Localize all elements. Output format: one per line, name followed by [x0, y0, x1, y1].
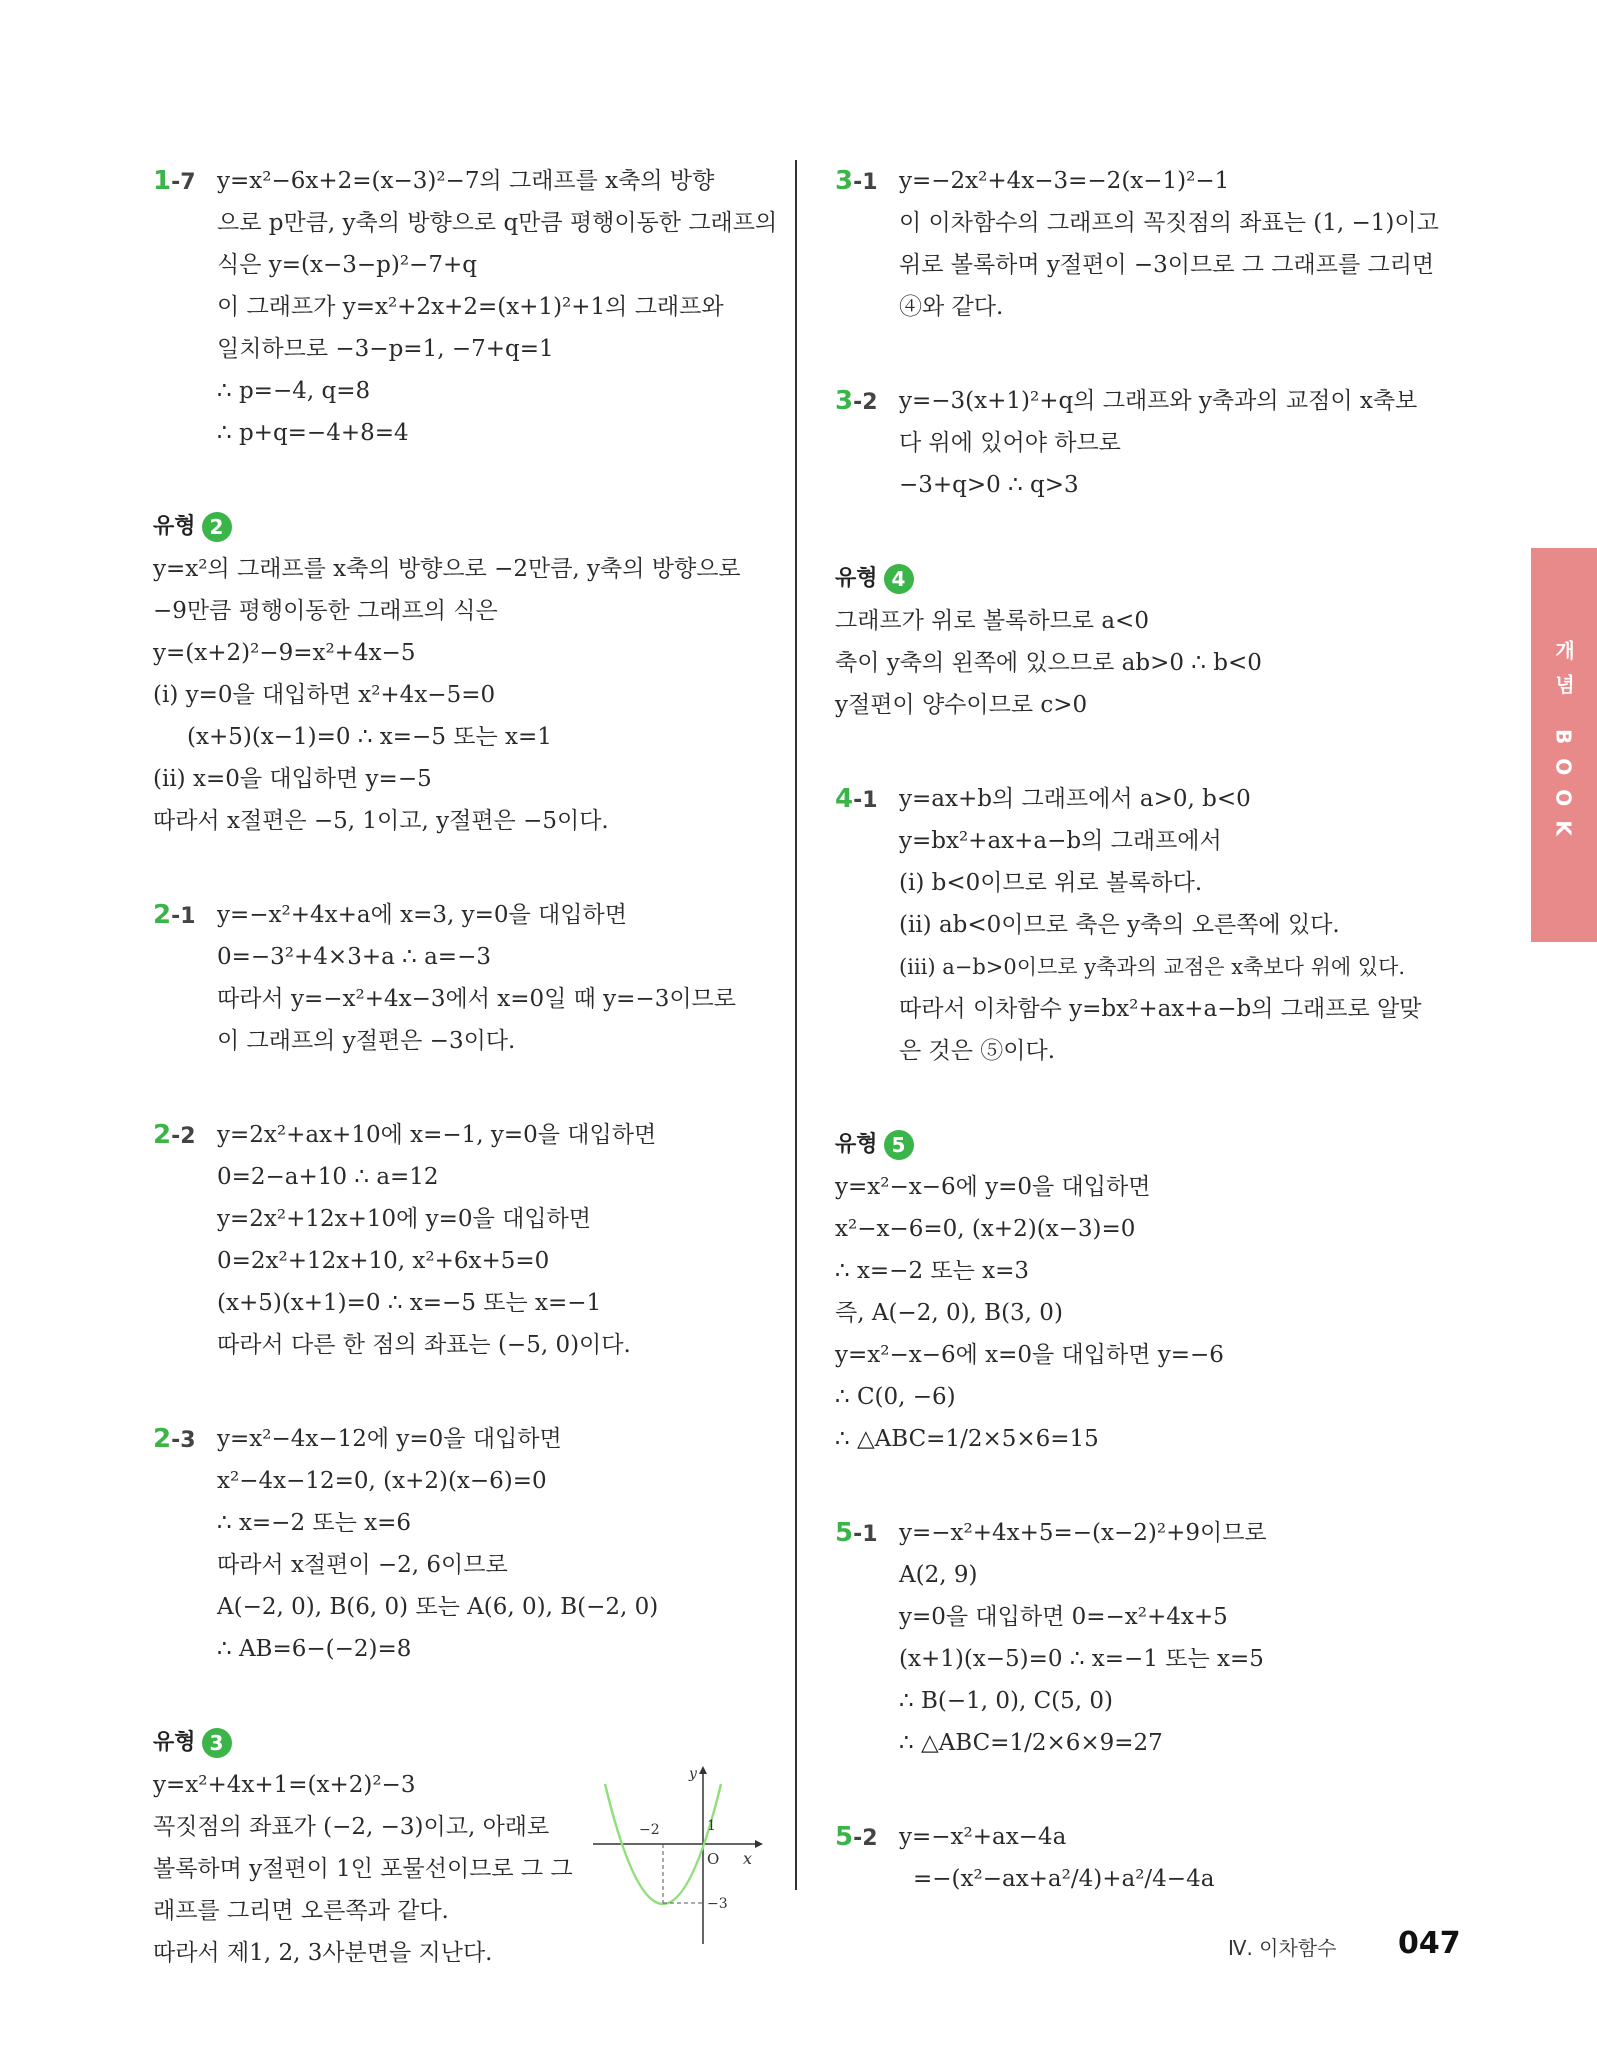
solution-line: 따라서 이차함수 y=bx²+ax+a−b의 그래프로 알맞	[899, 996, 1422, 1022]
solution-line: y=x²의 그래프를 x축의 방향으로 −2만큼, y축의 방향으로	[153, 556, 741, 582]
type-4-section	[835, 558, 1455, 726]
solution-line: y=2x²+12x+10에 y=0을 대입하면	[217, 1206, 591, 1232]
solution-line: 따라서 y=−x²+4x−3에서 x=0일 때 y=−3이므로	[217, 986, 736, 1012]
problem-number: 3-1	[835, 166, 878, 196]
type-number-badge: 5	[884, 1130, 914, 1160]
solution-line: 0=−3²+4×3+a ∴ a=−3	[217, 944, 491, 970]
solution-line: y=x²−x−6에 y=0을 대입하면	[835, 1174, 1151, 1200]
solution-line: y=−x²+ax−4a	[899, 1824, 1067, 1850]
solution-line: y=−x²+4x+5=−(x−2)²+9이므로	[899, 1520, 1267, 1546]
problem-3-1	[835, 160, 1455, 328]
solution-line: (ⅲ) a−b>0이므로 y축과의 교점은 x축보다 위에 있다.	[899, 955, 1406, 979]
solution-line: ∴ C(0, −6)	[835, 1384, 956, 1410]
solution-body	[217, 160, 778, 454]
solution-line: 0=2−a+10 ∴ a=12	[217, 1164, 439, 1190]
solution-line: A(2, 9)	[899, 1562, 978, 1588]
solution-line: y절편이 양수이므로 c>0	[835, 692, 1088, 718]
solution-line: ∴ x=−2 또는 x=6	[217, 1510, 412, 1536]
solution-line: (ⅰ) b<0이므로 위로 볼록하다.	[899, 870, 1203, 896]
solution-line: (ⅱ) x=0을 대입하면 y=−5	[153, 766, 432, 792]
solution-line: 이 이차함수의 그래프의 꼭짓점의 좌표는 (1, −1)이고	[899, 210, 1439, 236]
parabola-graph	[593, 1764, 763, 1944]
solution-body	[899, 1816, 1455, 1900]
solution-line: =−(x²−ax+a²/4)+a²/4−4a	[913, 1866, 1215, 1892]
solution-line: y=−2x²+4x−3=−2(x−1)²−1	[899, 168, 1230, 194]
solution-line: 따라서 x절편은 −5, 1이고, y절편은 −5이다.	[153, 808, 609, 834]
type-number-badge: 4	[884, 564, 914, 594]
solution-line: 그래프가 위로 볼록하므로 a<0	[835, 608, 1149, 634]
solution-line: y=x²−x−6에 x=0을 대입하면 y=−6	[835, 1342, 1224, 1368]
y-axis-label: y	[689, 1766, 697, 1782]
solution-line: 즉, A(−2, 0), B(3, 0)	[835, 1300, 1063, 1326]
solution-body	[217, 894, 773, 1062]
solution-line: 으로 p만큼, y축의 방향으로 q만큼 평행이동한 그래프의	[217, 210, 778, 236]
x-tick-label: −2	[639, 1822, 660, 1838]
solution-body	[899, 160, 1455, 328]
solution-line: y=−3(x+1)²+q의 그래프와 y축과의 교점이 x축보	[899, 388, 1418, 414]
solution-body	[217, 1418, 773, 1670]
solution-body	[217, 1114, 773, 1366]
side-tab	[1531, 548, 1597, 942]
problem-number: 5-2	[835, 1822, 878, 1852]
solution-line: (ⅰ) y=0을 대입하면 x²+4x−5=0	[153, 682, 496, 708]
problem-2-1	[153, 894, 773, 1062]
problem-number: 4-1	[835, 784, 878, 814]
solution-line: y=(x+2)²−9=x²+4x−5	[153, 640, 416, 666]
solution-line: ∴ p+q=−4+8=4	[217, 420, 409, 446]
solution-line: (ⅱ) ab<0이므로 축은 y축의 오른쪽에 있다.	[899, 912, 1340, 938]
solution-line: y=x²+4x+1=(x+2)²−3	[153, 1772, 416, 1798]
type-2-section	[153, 506, 773, 842]
solution-line: (x+5)(x+1)=0 ∴ x=−5 또는 x=−1	[217, 1290, 602, 1316]
solution-line: A(−2, 0), B(6, 0) 또는 A(6, 0), B(−2, 0)	[217, 1594, 659, 1620]
solution-line: ∴ △ABC=1/2×6×9=27	[899, 1730, 1163, 1756]
origin-label: O	[707, 1850, 720, 1868]
type-heading: 유형 4	[835, 558, 1455, 600]
problem-5-1	[835, 1512, 1455, 1764]
side-tab-label: 개념 BOOK	[1551, 640, 1576, 850]
problem-number: 3-2	[835, 386, 878, 416]
type-heading: 유형 5	[835, 1124, 1455, 1166]
problem-number: 1-7	[153, 166, 196, 196]
type-3-section	[153, 1722, 773, 1974]
solution-line: 래프를 그리면 오른쪽과 같다.	[153, 1898, 449, 1924]
solution-body	[899, 1512, 1455, 1764]
problem-number: 2-2	[153, 1120, 196, 1150]
column-divider	[795, 160, 797, 1890]
solution-line: 다 위에 있어야 하므로	[899, 430, 1121, 456]
y-axis-arrow	[699, 1766, 707, 1774]
problem-number: 5-1	[835, 1518, 878, 1548]
solution-line: 따라서 x절편이 −2, 6이므로	[217, 1552, 508, 1578]
solution-line: y=ax+b의 그래프에서 a>0, b<0	[899, 786, 1251, 812]
problem-1-7	[153, 160, 778, 454]
solution-line: ④와 같다.	[899, 294, 1004, 320]
x-axis-arrow	[755, 1840, 763, 1848]
solution-line: (x+5)(x−1)=0 ∴ x=−5 또는 x=1	[187, 724, 552, 750]
solution-line: y=x²−6x+2=(x−3)²−7의 그래프를 x축의 방향	[217, 168, 715, 194]
solution-line: ∴ B(−1, 0), C(5, 0)	[899, 1688, 1114, 1714]
solution-line: 식은 y=(x−3−p)²−7+q	[217, 252, 477, 278]
footer-chapter-title: Ⅳ. 이차함수	[1228, 1936, 1337, 1960]
solution-line: 은 것은 ⑤이다.	[899, 1038, 1056, 1064]
type-heading: 유형 3	[153, 1722, 773, 1764]
solution-body	[899, 380, 1455, 506]
solution-line: 꼭짓점의 좌표가 (−2, −3)이고, 아래로	[153, 1814, 550, 1840]
solution-line: ∴ △ABC=1/2×5×6=15	[835, 1426, 1099, 1452]
page-number: 047	[1398, 1926, 1461, 1961]
solution-line: ∴ p=−4, q=8	[217, 378, 371, 404]
solution-line: 이 그래프의 y절편은 −3이다.	[217, 1028, 516, 1054]
problem-2-3	[153, 1418, 773, 1670]
solution-line: y=bx²+ax+a−b의 그래프에서	[899, 828, 1222, 854]
solution-line: −9만큼 평행이동한 그래프의 식은	[153, 598, 498, 624]
problem-3-2	[835, 380, 1455, 506]
solution-line: y=2x²+ax+10에 x=−1, y=0을 대입하면	[217, 1122, 657, 1148]
problem-5-2	[835, 1816, 1455, 1900]
y-tick-label-bottom: −3	[707, 1896, 728, 1912]
solution-line: 볼록하며 y절편이 1인 포물선이므로 그 그	[153, 1856, 573, 1882]
x-axis-label: x	[743, 1849, 753, 1868]
solution-line: y=0을 대입하면 0=−x²+4x+5	[899, 1604, 1228, 1630]
solution-line: y=x²−4x−12에 y=0을 대입하면	[217, 1426, 562, 1452]
solution-line: 위로 볼록하며 y절편이 −3이므로 그 그래프를 그리면	[899, 252, 1435, 278]
solution-line: 따라서 제1, 2, 3사분면을 지난다.	[153, 1940, 493, 1966]
solution-line: −3+q>0 ∴ q>3	[899, 472, 1079, 498]
solution-line: y=−x²+4x+a에 x=3, y=0을 대입하면	[217, 902, 627, 928]
problem-number: 2-3	[153, 1424, 196, 1454]
solution-line: 따라서 다른 한 점의 좌표는 (−5, 0)이다.	[217, 1332, 631, 1358]
type-heading: 유형 2	[153, 506, 773, 548]
problem-2-2	[153, 1114, 773, 1366]
solution-line: 축이 y축의 왼쪽에 있으므로 ab>0 ∴ b<0	[835, 650, 1262, 676]
solution-line: x²−4x−12=0, (x+2)(x−6)=0	[217, 1468, 547, 1494]
solution-line: 일치하므로 −3−p=1, −7+q=1	[217, 336, 554, 362]
left-column	[153, 160, 778, 2026]
problem-4-1	[835, 778, 1455, 1072]
type-number-badge: 3	[202, 1728, 232, 1758]
solution-body	[899, 778, 1455, 1072]
solution-line: ∴ AB=6−(−2)=8	[217, 1636, 412, 1662]
problem-number: 2-1	[153, 900, 196, 930]
y-tick-label-top: 1	[707, 1818, 716, 1834]
solution-line: 이 그래프가 y=x²+2x+2=(x+1)²+1의 그래프와	[217, 294, 724, 320]
type-number-badge: 2	[202, 512, 232, 542]
solution-line: (x+1)(x−5)=0 ∴ x=−1 또는 x=5	[899, 1646, 1264, 1672]
type-5-section	[835, 1124, 1455, 1460]
right-column	[835, 160, 1455, 1952]
solution-line: x²−x−6=0, (x+2)(x−3)=0	[835, 1216, 1136, 1242]
solution-line: ∴ x=−2 또는 x=3	[835, 1258, 1030, 1284]
solution-line: 0=2x²+12x+10, x²+6x+5=0	[217, 1248, 550, 1274]
